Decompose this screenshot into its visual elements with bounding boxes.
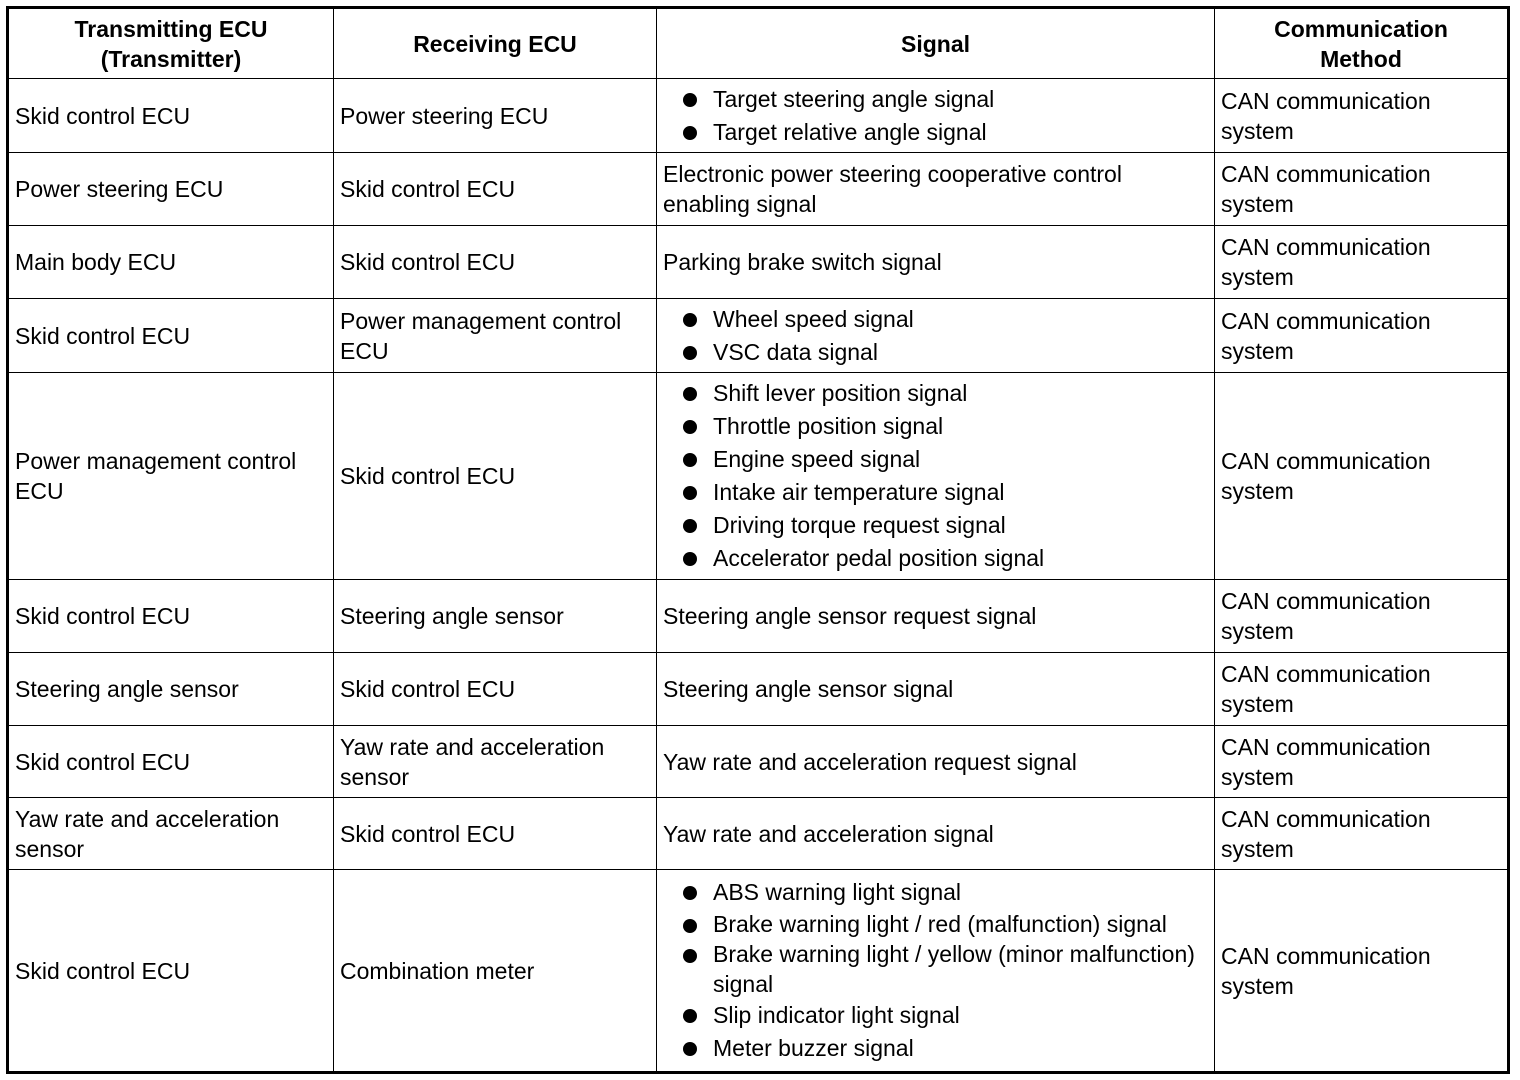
cell-transmitting-ecu: Skid control ECU [8, 299, 334, 373]
cell-receiving-ecu: Combination meter [334, 870, 657, 1073]
signal-list-item [663, 116, 1208, 149]
cell-receiving-ecu: Skid control ECU [334, 373, 657, 580]
bullet-icon [683, 453, 697, 467]
header-method-line1: Communication [1274, 15, 1448, 42]
cell-transmitting-ecu: Yaw rate and acceleration sensor [8, 798, 334, 870]
table-header-row [8, 8, 1509, 79]
signal-list-item [663, 876, 1208, 909]
signal-list-item [663, 909, 1208, 939]
signal-text: Intake air temperature signal [713, 479, 1005, 505]
signal-text: Target relative angle signal [713, 118, 987, 145]
header-communication-method [1215, 8, 1509, 79]
cell-communication-method: CAN communication system [1215, 870, 1509, 1073]
cell-transmitting-ecu: Skid control ECU [8, 726, 334, 798]
bullet-icon [683, 552, 697, 566]
signal-text: Brake warning light / yellow (minor malfunction) signal [713, 941, 1195, 997]
bullet-icon [683, 420, 697, 434]
cell-communication-method: CAN communication system [1215, 79, 1509, 153]
bullet-icon [683, 1009, 697, 1023]
signal-text: Driving torque request signal [713, 512, 1006, 538]
header-transmitting-ecu-line1: Transmitting ECU [74, 15, 268, 42]
signal-list-item [663, 1032, 1208, 1065]
cell-signal: Parking brake switch signal [657, 226, 1215, 299]
cell-receiving-ecu: Power management control ECU [334, 299, 657, 373]
cell-communication-method: CAN communication system [1215, 299, 1509, 373]
cell-receiving-ecu: Steering angle sensor [334, 580, 657, 653]
signal-list [663, 876, 1208, 1065]
cell-communication-method: CAN communication system [1215, 580, 1509, 653]
signal-text: Wheel speed signal [713, 305, 914, 332]
signal-text: Slip indicator light signal [713, 1002, 960, 1028]
signal-list-item [663, 83, 1208, 116]
signal-list-item [663, 476, 1208, 509]
signal-list-item [663, 410, 1208, 443]
cell-signal: Yaw rate and acceleration request signal [657, 726, 1215, 798]
signal-list-item [663, 336, 1208, 369]
signal-list [663, 303, 1208, 369]
signal-text: Accelerator pedal position signal [713, 545, 1045, 571]
signal-list [663, 83, 1208, 149]
header-method-line2: Method [1320, 45, 1402, 72]
cell-communication-method: CAN communication system [1215, 798, 1509, 870]
signal-list-item [663, 509, 1208, 542]
cell-communication-method: CAN communication system [1215, 153, 1509, 226]
bullet-icon [683, 126, 697, 140]
signal-text: Throttle position signal [713, 413, 944, 439]
signal-text: ABS warning light signal [713, 879, 962, 905]
cell-signal: Steering angle sensor signal [657, 653, 1215, 726]
bullet-icon [683, 919, 697, 933]
cell-receiving-ecu: Power steering ECU [334, 79, 657, 153]
bullet-icon [683, 486, 697, 500]
bullet-icon [683, 313, 697, 327]
cell-receiving-ecu: Skid control ECU [334, 153, 657, 226]
cell-communication-method: CAN communication system [1215, 653, 1509, 726]
bullet-icon [683, 949, 697, 963]
cell-communication-method: CAN communication system [1215, 226, 1509, 299]
table-row [8, 153, 1509, 226]
signal-text: Brake warning light / red (malfunction) signal [713, 911, 1167, 937]
table-row [8, 798, 1509, 870]
cell-communication-method: CAN communication system [1215, 373, 1509, 580]
cell-transmitting-ecu: Steering angle sensor [8, 653, 334, 726]
table-row [8, 870, 1509, 1073]
signal-list-item [663, 999, 1208, 1032]
cell-receiving-ecu: Yaw rate and acceleration sensor [334, 726, 657, 798]
signal-list-item [663, 542, 1208, 575]
table-row [8, 226, 1509, 299]
cell-signal [657, 79, 1215, 153]
ecu-communication-table [6, 6, 1510, 1074]
bullet-icon [683, 346, 697, 360]
cell-transmitting-ecu: Main body ECU [8, 226, 334, 299]
cell-signal [657, 870, 1215, 1073]
table-row [8, 726, 1509, 798]
table-body [8, 79, 1509, 1073]
signal-text: Meter buzzer signal [713, 1035, 914, 1061]
signal-list-item [663, 939, 1208, 999]
cell-receiving-ecu: Skid control ECU [334, 798, 657, 870]
cell-signal [657, 299, 1215, 373]
signal-text: Target steering angle signal [713, 85, 995, 112]
cell-signal: Yaw rate and acceleration signal [657, 798, 1215, 870]
signal-list [663, 377, 1208, 575]
cell-signal: Electronic power steering cooperative control enabling signal [657, 153, 1215, 226]
table-row [8, 653, 1509, 726]
bullet-icon [683, 886, 697, 900]
cell-communication-method: CAN communication system [1215, 726, 1509, 798]
signal-text: Engine speed signal [713, 446, 921, 472]
table-row [8, 79, 1509, 153]
bullet-icon [683, 1042, 697, 1056]
cell-receiving-ecu: Skid control ECU [334, 226, 657, 299]
signal-text: Shift lever position signal [713, 380, 968, 406]
cell-transmitting-ecu: Skid control ECU [8, 870, 334, 1073]
bullet-icon [683, 93, 697, 107]
table-row [8, 299, 1509, 373]
signal-list-item [663, 443, 1208, 476]
cell-transmitting-ecu: Skid control ECU [8, 580, 334, 653]
table-row [8, 580, 1509, 653]
cell-signal [657, 373, 1215, 580]
signal-text: VSC data signal [713, 338, 878, 365]
header-receiving-ecu: Receiving ECU [334, 8, 657, 79]
bullet-icon [683, 387, 697, 401]
signal-list-item [663, 377, 1208, 410]
signal-list-item [663, 303, 1208, 336]
header-transmitting-ecu [8, 8, 334, 79]
cell-signal: Steering angle sensor request signal [657, 580, 1215, 653]
cell-transmitting-ecu: Skid control ECU [8, 79, 334, 153]
table-row [8, 373, 1509, 580]
bullet-icon [683, 519, 697, 533]
cell-receiving-ecu: Skid control ECU [334, 653, 657, 726]
cell-transmitting-ecu: Power steering ECU [8, 153, 334, 226]
cell-transmitting-ecu: Power management control ECU [8, 373, 334, 580]
header-transmitting-ecu-line2: (Transmitter) [100, 45, 242, 72]
header-signal: Signal [657, 8, 1215, 79]
